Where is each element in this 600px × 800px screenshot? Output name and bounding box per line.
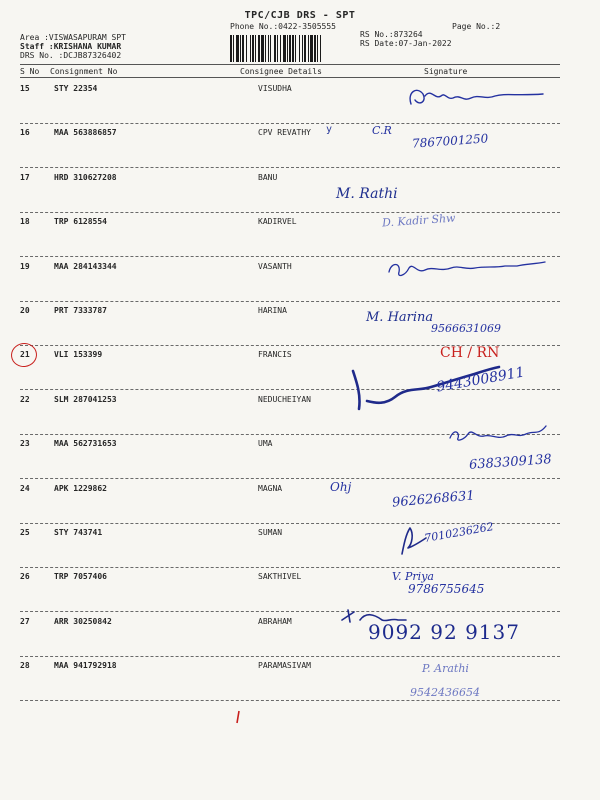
row-s-no: 16 [20,128,30,138]
row-consignment-no: TRP 7057406 [54,572,107,582]
handwritten-note-row-21: CH / RN [440,345,500,361]
handwritten-phone-row-23: 6383309138 [468,452,553,473]
row-s-no: 18 [20,217,30,227]
row-s-no: 21 [20,350,30,360]
handwritten-name-row-18: D. Kadir Shw [381,211,456,230]
row-separator [20,301,560,302]
barcode-bar [289,35,291,62]
handwritten-name-row-20: M. Harina [366,310,434,325]
col-consignment: Consignment No [50,67,118,76]
row-consignee-name: UMA [258,439,273,449]
handwritten-phone-row-16: 7867001250 [411,131,489,151]
row-consignee-name: MAGNA [258,483,283,493]
barcode-bar [230,35,232,62]
row-separator [20,567,560,568]
handwritten-phone-row-26: 9786755645 [408,582,485,596]
barcode-bar [265,35,266,62]
row-separator [20,123,560,124]
barcode-bar [277,35,278,62]
handwritten-phone-row-25b: 7010236262 [423,520,495,545]
row-separator [20,478,560,479]
barcode-bar [308,35,309,62]
row-separator [20,167,560,168]
sheet-title: TPC/CJB DRS - SPT [244,10,356,21]
header-rule-top [20,64,560,65]
row-s-no: 19 [20,261,30,271]
row-separator [20,611,560,612]
row-s-no: 24 [20,483,30,493]
barcode-bar [314,35,316,62]
barcode-bar [240,35,241,62]
row-consignee-name: PARAMASIVAM [258,661,311,671]
page-number: Page No.:2 [452,22,501,31]
handwritten-phone-row-22: 9443008911 [435,364,526,396]
barcode-bar [304,35,306,62]
barcode-bar [233,35,234,62]
handwritten-name-row-26: V. Priya [392,570,434,583]
signature-row-19 [385,256,550,282]
row-s-no: 25 [20,528,30,537]
barcode-bar [320,35,321,62]
barcode-bar [242,35,244,62]
row-consignee-name: FRANCIS [258,350,292,360]
row-s-no: 27 [20,616,30,626]
row-s-no: 20 [20,306,30,315]
barcode-bar [268,35,269,62]
col-consignee: Consignee Details [240,67,322,76]
barcode-bar [287,35,288,62]
row-consignee-name: NEDUCHEIYAN [258,394,311,404]
barcode-bar [302,35,303,62]
row-consignee-name: BANU [258,172,278,182]
barcode-bar [317,35,318,62]
stray-red-mark [234,710,242,724]
row-consignment-no: PRT 7333787 [54,306,107,315]
barcode-bar [270,35,271,62]
barcode-bar [280,35,281,62]
row-consignment-no: HRD 310627208 [54,172,117,182]
staff-field: Staff :KRISHANA KUMAR [20,42,122,51]
row-consignment-no: MAA 284143344 [54,261,117,271]
row-separator [20,656,560,657]
row-consignment-no: APK 1229862 [54,483,107,493]
col-sno: S No [20,67,40,76]
row-s-no: 26 [20,572,30,582]
row-consignment-no: MAA 563886857 [54,128,117,138]
row-consignee-name: CPV REVATHY [258,128,311,138]
drs-number: DRS No. :DCJB87326402 [20,51,122,60]
col-signature: Signature [424,67,468,76]
row-consignee-name: SAKTHIVEL [258,572,302,582]
barcode-bar [255,35,256,62]
row-consignment-no: VLI 153399 [54,350,103,360]
row-s-no: 17 [20,172,30,182]
row-consignee-name: ABRAHAM [258,616,292,626]
barcode-bar [236,35,239,62]
handwritten-phone-row-20: 9566631069 [431,322,501,335]
row-consignment-no: STY 22354 [54,84,98,93]
phone-number: Phone No.:0422-3505555 [230,22,336,31]
barcode-bar [292,35,294,62]
handwritten-name-row-17: M. Rathi [336,186,398,202]
row-consignee-name: SUMAN [258,528,283,537]
rs-number: RS No.:873264 [360,30,423,39]
barcode-bar [274,35,276,62]
handwritten-phone-row-27: 9092 92 9137 [368,620,520,644]
barcode-bar [310,35,313,62]
tick-mark-icon: y [326,124,333,135]
barcode-icon [229,35,352,62]
handwritten-phone-row-28: 9542436654 [410,686,480,699]
handwritten-name-row-28: P. Arathi [422,662,469,675]
row-consignee-name: HARINA [258,306,287,315]
row-s-no: 23 [20,439,30,449]
row-separator [20,212,560,213]
handwritten-name-row-16: C.R [372,124,392,137]
barcode-bar [250,35,251,62]
row-consignment-no: TRP 6128554 [54,217,107,227]
signature-row-23 [446,420,556,446]
handwritten-phone-row-25a: 9626268631 [391,488,476,511]
barcode-bar [295,35,296,62]
row-consignee-name: VISUDHA [258,84,292,93]
header-rule-bottom [20,77,560,78]
row-s-no: 22 [20,394,30,404]
barcode-bar [258,35,260,62]
barcode-bar [252,35,254,62]
row-consignment-no: SLM 287041253 [54,394,117,404]
barcode-bar [261,35,264,62]
row-consignment-no: STY 743741 [54,528,103,537]
row-consignee-name: KADIRVEL [258,217,297,227]
signature-row-15 [405,82,550,112]
area-field: Area :VISWASAPURAM SPT [20,33,126,42]
rs-date: RS Date:07-Jan-2022 [360,39,452,48]
handwritten-name-row-24: Ohj [330,480,352,494]
row-consignment-no: ARR 30250842 [54,616,112,626]
barcode-bar [299,35,300,62]
row-s-no: 28 [20,661,30,671]
row-separator [20,700,560,701]
barcode-bar [246,35,247,62]
barcode-bar [283,35,286,62]
row-consignment-no: MAA 941792918 [54,661,117,671]
row-consignee-name: VASANTH [258,261,292,271]
row-consignment-no: MAA 562731653 [54,439,117,449]
row-s-no: 15 [20,84,30,93]
